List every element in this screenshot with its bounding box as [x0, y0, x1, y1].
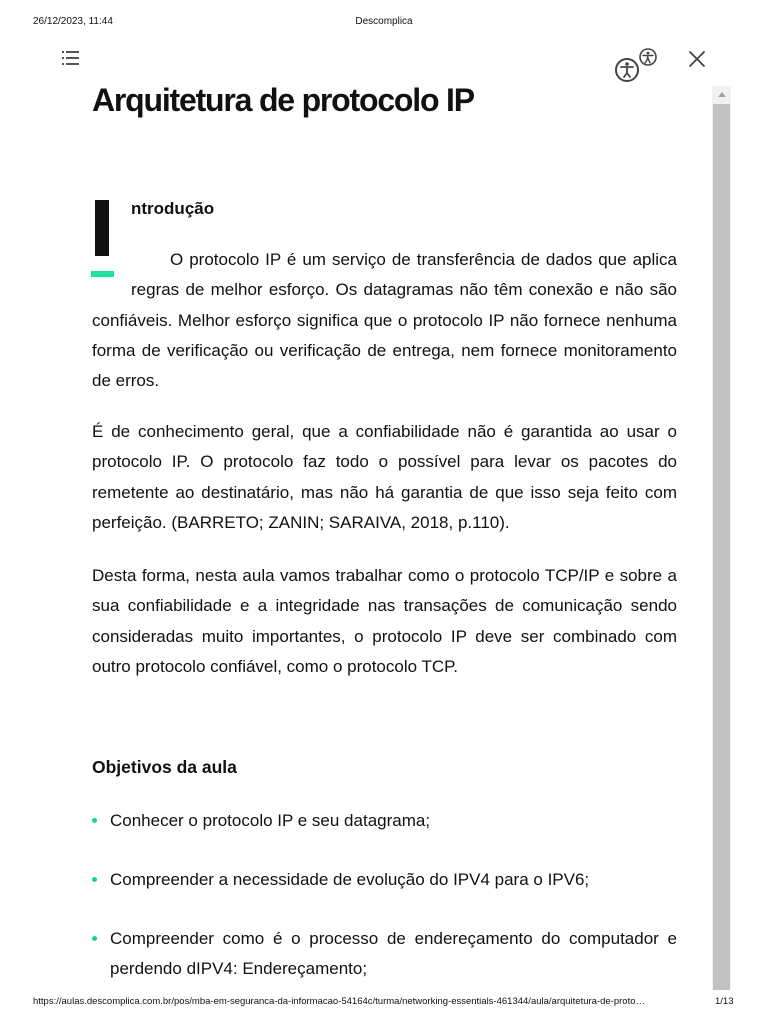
triangle-up-icon — [718, 92, 726, 97]
objective-text: Compreender como é o processo de endereçamento do computador e perdendo dIPV4: Endereçamento; — [110, 929, 677, 979]
bullet-dot — [92, 936, 97, 941]
objectives-heading: Objetivos da aula — [92, 757, 237, 777]
close-button[interactable] — [686, 48, 708, 70]
list-icon — [60, 48, 82, 68]
objectives-list — [92, 806, 677, 985]
scroll-up-arrow[interactable] — [712, 86, 731, 103]
print-header — [0, 16, 768, 30]
print-site-title: Descomplica — [355, 16, 413, 27]
print-datetime: 26/12/2023, 11:44 — [33, 16, 113, 27]
accessibility-icon — [612, 46, 662, 86]
bullet-dot — [92, 818, 97, 823]
scrollbar-thumb[interactable] — [713, 104, 730, 990]
list-item — [92, 865, 677, 924]
objective-text: Compreender a necessidade de evolução do IPV4 para o IPV6; — [110, 870, 590, 889]
paragraph-3: Desta forma, nesta aula vamos trabalhar como o protocolo TCP/IP e sobre a sua confiabilidade e a integridade nas transações de comunicação sendo consideradas muito importantes, o protocolo IP deve ser combinado com outro protocolo confiável, como o protocolo TCP. — [92, 566, 677, 676]
print-footer — [0, 996, 768, 1010]
page-title: Arquitetura de protocolo IP — [92, 82, 474, 118]
table-of-contents-button[interactable] — [60, 48, 82, 68]
paragraph-2: É de conhecimento geral, que a confiabilidade não é garantida ao usar o protocolo IP. O protocolo faz todo o possível para levar os pacotes do remetente ao destinatário, mas não há garantia de que isso seja feito com perfeição. (BARRETO; ZANIN; SARAIVA, 2018, p.110). — [92, 422, 677, 532]
list-item — [92, 806, 677, 865]
print-url: https://aulas.descomplica.com.br/pos/mba-em-seguranca-da-informacao-54164c/turma/networking-essentials-461344/aula/arquitetura-de-proto… — [33, 996, 646, 1007]
intro-heading: ntrodução — [131, 199, 215, 218]
close-icon — [686, 48, 708, 70]
print-page-number: 1/13 — [715, 996, 734, 1007]
vertical-scrollbar[interactable] — [712, 86, 731, 990]
bullet-dot — [92, 877, 97, 882]
objective-text: Conhecer o protocolo IP e seu datagrama; — [110, 811, 431, 830]
paragraph-1: O protocolo IP é um serviço de transferência de dados que aplica regras de melhor esforço. Os datagramas não têm conexão e não são confiáveis. Melhor esforço significa que o protocolo IP não fornece nenhuma forma de verificação ou verificação de entrega, nem fornece monitoramento de erros. — [92, 250, 677, 391]
accessibility-button[interactable] — [612, 46, 662, 86]
list-item — [92, 924, 677, 985]
